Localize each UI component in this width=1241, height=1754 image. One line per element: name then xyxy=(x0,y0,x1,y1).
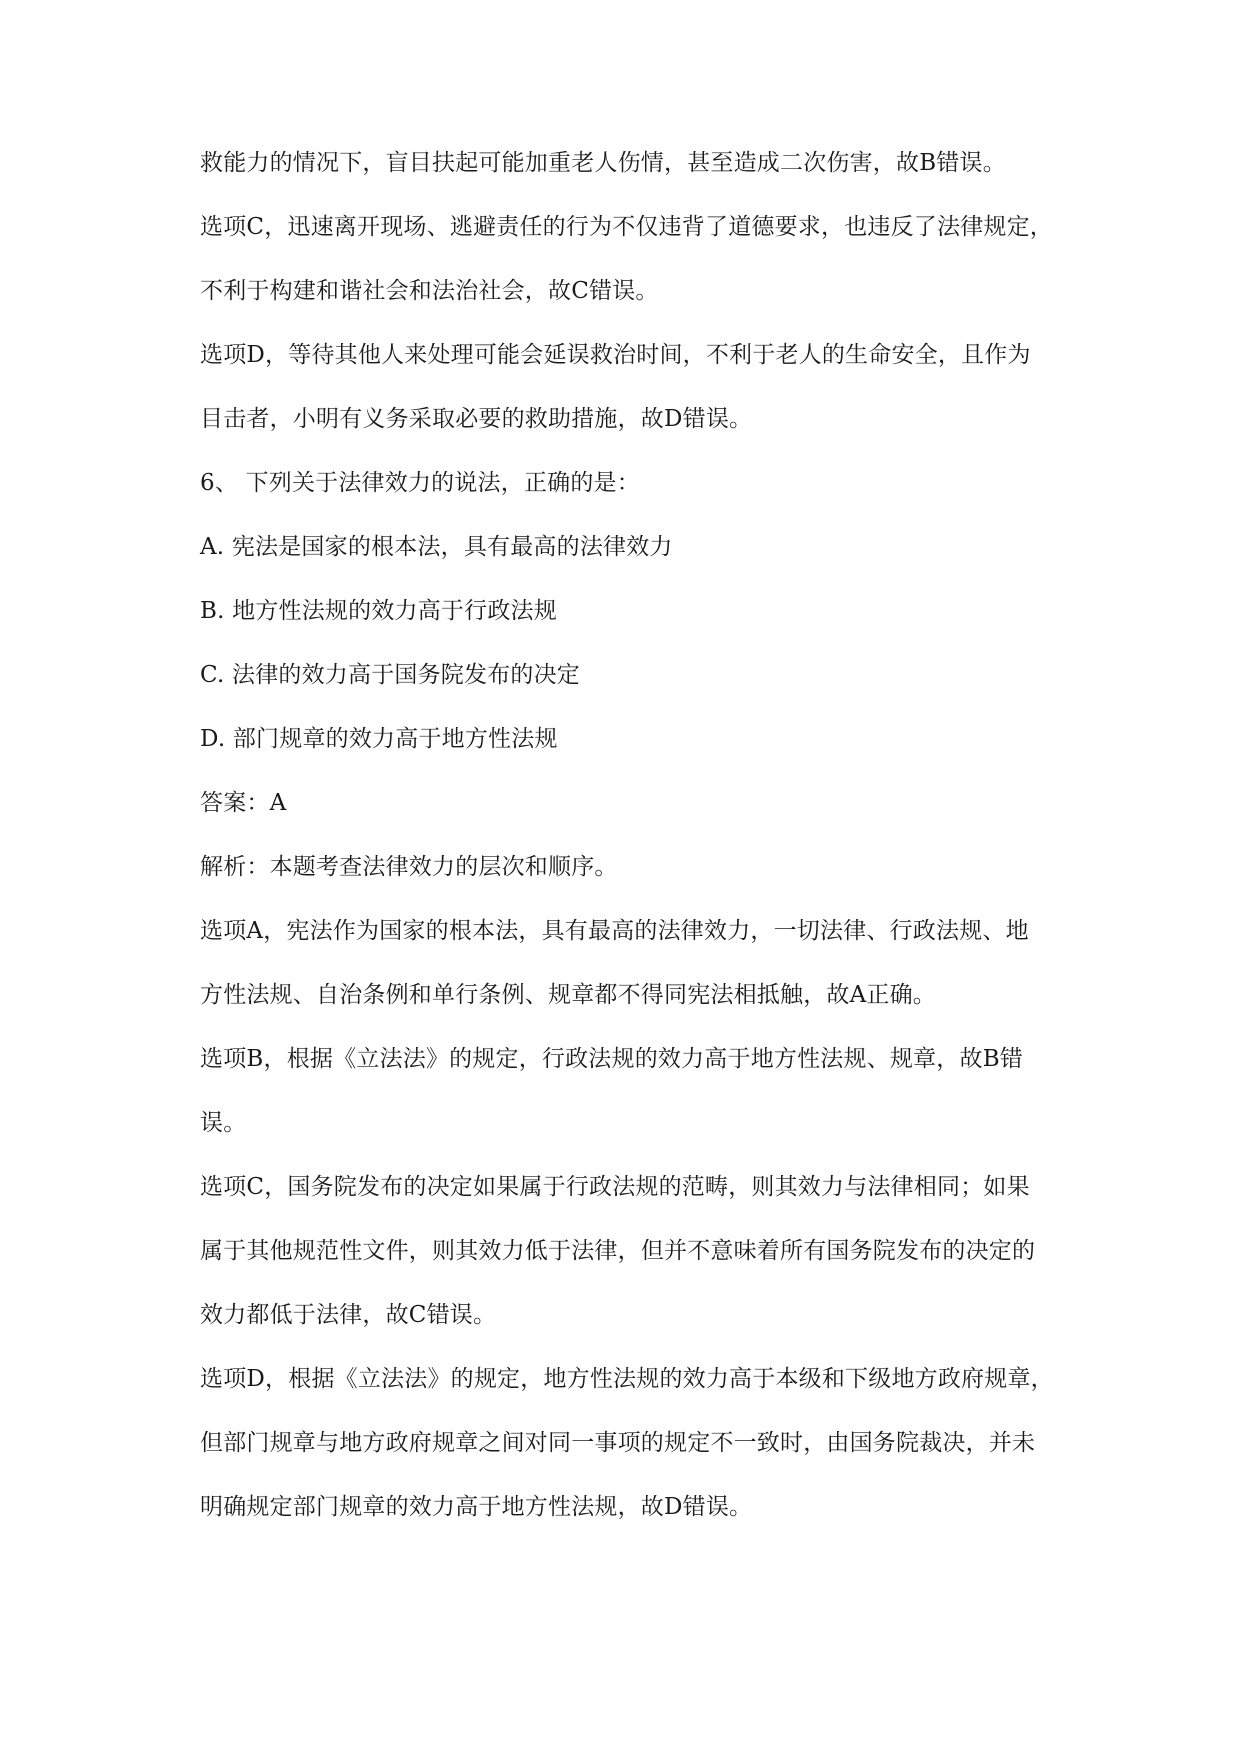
question-title: 6、 下列关于法律效力的说法，正确的是： xyxy=(200,470,640,496)
option-a: A. 宪法是国家的根本法，具有最高的法律效力 xyxy=(200,534,673,560)
text-line: 明确规定部门规章的效力高于地方性法规，故D错误。 xyxy=(200,1494,753,1520)
text-line: 救能力的情况下，盲目扶起可能加重老人伤情，甚至造成二次伤害，故B错误。 xyxy=(200,150,1006,176)
text-line: 但部门规章与地方政府规章之间对同一事项的规定不一致时，由国务院裁决，并未 xyxy=(200,1430,1036,1456)
text-line: 选项D，根据《立法法》的规定，地方性法规的效力高于本级和下级地方政府规章， xyxy=(200,1366,1054,1392)
text-line: 目击者，小明有义务采取必要的救助措施，故D错误。 xyxy=(200,406,753,432)
text-line: 选项A，宪法作为国家的根本法，具有最高的法律效力，一切法律、行政法规、地 xyxy=(200,918,1029,944)
text-line: 选项B，根据《立法法》的规定，行政法规的效力高于地方性法规、规章，故B错 xyxy=(200,1046,1024,1072)
text-line: 选项D，等待其他人来处理可能会延误救治时间，不利于老人的生命安全，且作为 xyxy=(200,342,1031,368)
text-line: 选项C，迅速离开现场、逃避责任的行为不仅违背了道德要求，也违反了法律规定， xyxy=(200,214,1053,240)
text-line: 属于其他规范性文件，则其效力低于法律，但并不意味着所有国务院发布的决定的 xyxy=(200,1238,1036,1264)
option-c: C. 法律的效力高于国务院发布的决定 xyxy=(200,662,581,688)
text-line: 方性法规、自治条例和单行条例、规章都不得同宪法相抵触，故A正确。 xyxy=(200,982,937,1008)
analysis-heading: 解析：本题考查法律效力的层次和顺序。 xyxy=(200,854,618,880)
text-line: 效力都低于法律，故C错误。 xyxy=(200,1302,497,1328)
option-d: D. 部门规章的效力高于地方性法规 xyxy=(200,726,558,752)
option-b: B. 地方性法规的效力高于行政法规 xyxy=(200,598,557,624)
text-line: 误。 xyxy=(200,1110,247,1136)
answer: 答案：A xyxy=(200,790,287,816)
text-line: 不利于构建和谐社会和法治社会，故C错误。 xyxy=(200,278,659,304)
text-line: 选项C，国务院发布的决定如果属于行政法规的范畴，则其效力与法律相同；如果 xyxy=(200,1174,1030,1200)
